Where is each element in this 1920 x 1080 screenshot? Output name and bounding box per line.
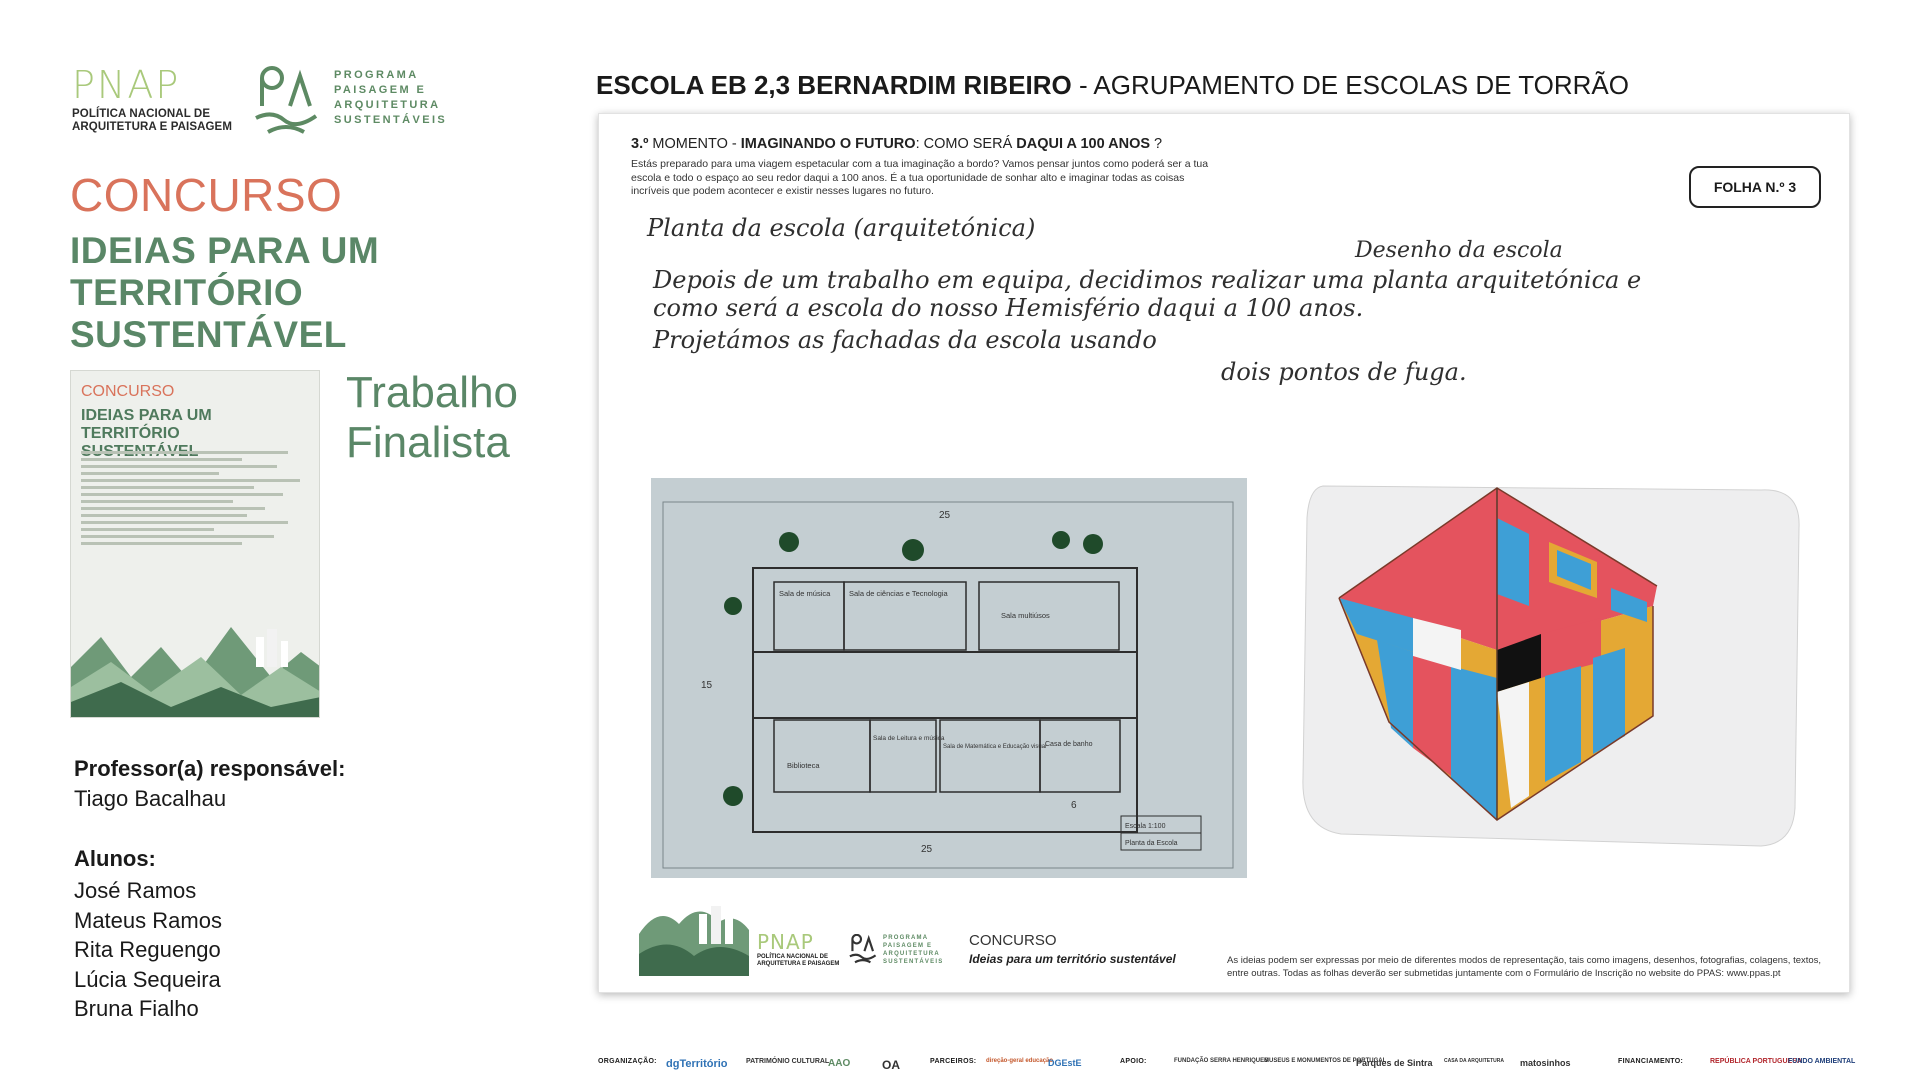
sheet-number-badge: FOLHA N.º 3 xyxy=(1689,166,1821,208)
students-list xyxy=(74,876,222,1024)
footer-ppas-line: ARQUITETURA xyxy=(883,951,940,957)
ordem-arquitetos-logo: OA xyxy=(882,1058,900,1072)
ppas-line: SUSTENTÁVEIS xyxy=(334,114,448,126)
finalist-line: Finalista xyxy=(346,418,510,467)
poster-text-block xyxy=(81,451,311,549)
plan-room-label: Sala de música xyxy=(779,589,831,598)
moment-number: 3.º xyxy=(631,136,649,152)
handwritten-text-line: como será a escola do nosso Hemisfério daqui a 100 anos. xyxy=(653,294,1364,322)
funding-label: FINANCIAMENTO: xyxy=(1618,1058,1684,1065)
footer-pnap-sub-line: POLÍTICA NACIONAL DE xyxy=(757,954,829,960)
contest-label: CONCURSO xyxy=(70,169,343,221)
poster-landscape-illustration xyxy=(71,607,320,717)
pnap-logo-mark: PNAP xyxy=(72,63,181,107)
moment-question-end: ? xyxy=(1150,136,1163,152)
school-heading xyxy=(596,70,1629,101)
worksheet-footer xyxy=(639,894,1822,980)
ppas-logo xyxy=(254,60,464,140)
handwritten-text-line: dois pontos de fuga. xyxy=(1221,358,1467,386)
handwritten-text-line: Projetámos as fachadas da escola usando xyxy=(653,326,1157,354)
parques-sintra-logo: Parques de Sintra xyxy=(1356,1058,1433,1068)
contest-title-line: IDEIAS PARA UM xyxy=(70,230,380,271)
finalist-label xyxy=(346,368,518,468)
casa-arquitetura-logo: CASA DA ARQUITETURA xyxy=(1444,1058,1504,1064)
footer-ppas-line: SUSTENTÁVEIS xyxy=(883,959,944,965)
footer-ppas-line: PAISAGEM E xyxy=(883,943,933,949)
plan-room-label: Sala de ciências e Tecnologia xyxy=(849,589,948,598)
facade-perspective-drawing xyxy=(1301,478,1801,890)
floor-plan-drawing xyxy=(651,478,1247,878)
student-name: Bruna Fialho xyxy=(74,996,199,1021)
school-group: - AGRUPAMENTO DE ESCOLAS DE TORRÃO xyxy=(1071,70,1629,100)
plan-room-label: Biblioteca xyxy=(787,761,820,770)
republica-portuguesa-logo: REPÚBLICA PORTUGUESA xyxy=(1710,1058,1802,1065)
plan-scale-label: Escala 1:100 xyxy=(1125,823,1166,830)
organization-label: ORGANIZAÇÃO: xyxy=(598,1058,657,1065)
student-name: Mateus Ramos xyxy=(74,907,222,933)
footer-ppas-logo xyxy=(849,934,944,970)
plan-room-label: Casa de banho xyxy=(1045,741,1093,748)
sponsor-logo-strip xyxy=(596,1050,1856,1080)
moment-question-emphasis: DAQUI A 100 ANOS xyxy=(1016,136,1151,152)
moment-description: Estás preparado para uma viagem espetacular com a tua imaginação a bordo? Vamos pensar juntos como poderá ser a tua escola e todo o espaço ao seu redor daqui a 100 anos. É a tua oportunidade de sonhar alto e imaginar todas as coisas incríveis que podem acontecer e existir nesses lugares no futuro. xyxy=(631,158,1209,197)
plan-room-label: Sala multiúsos xyxy=(1001,611,1050,620)
handwritten-text-line: Depois de um trabalho em equipa, decidimos realizar uma planta arquitetónica e xyxy=(653,266,1642,294)
moment-title: IMAGINANDO O FUTURO xyxy=(740,136,916,152)
fundo-ambiental-logo: FUNDO AMBIENTAL xyxy=(1788,1058,1856,1065)
footer-pnap-subtitle xyxy=(757,954,839,968)
pnap-sub-line: POLÍTICA NACIONAL DE xyxy=(72,108,211,120)
footer-landscape-illustration xyxy=(639,894,749,976)
pnap-sub-line: ARQUITETURA E PAISAGEM xyxy=(72,121,233,133)
patrimonio-cultural-logo: PATRIMÓNIO CULTURAL xyxy=(746,1058,830,1065)
pnap-logo-subtitle xyxy=(72,108,232,134)
footer-pnap-mark: PNAP xyxy=(757,930,814,954)
finalist-line: Trabalho xyxy=(346,368,519,417)
footer-note: As ideias podem ser expressas por meio de diferentes modos de representação, tais como imagens, desenhos, fotografias, colagens, textos, entre outras. Todas as folhas deverão ser submetidas juntamente com o Formulário de Inscrição no website do PPAS: www.ppas.pt xyxy=(1227,955,1822,979)
ppas-mark-icon xyxy=(254,66,324,136)
moment-question: : COMO SERÁ xyxy=(915,136,1017,152)
ppas-line: ARQUITETURA xyxy=(334,99,441,111)
professor-name: Tiago Bacalhau xyxy=(74,786,227,811)
student-name: José Ramos xyxy=(74,878,197,903)
plan-room-label: Sala de Leitura e música xyxy=(873,735,945,742)
moment-label: MOMENTO - xyxy=(648,136,741,152)
museus-monumentos-logo: MUSEUS E MONUMENTOS DE PORTUGAL xyxy=(1264,1058,1387,1064)
handwritten-drawing-caption: Desenho da escola xyxy=(1355,238,1563,263)
aao-logo: AAO xyxy=(828,1058,851,1069)
header-logos xyxy=(72,60,472,140)
plan-dim-top: 25 xyxy=(939,510,951,521)
dge-logo: direção-geral educação xyxy=(986,1058,1054,1064)
plan-dim-left: 15 xyxy=(701,680,713,691)
plan-title-label: Planta da Escola xyxy=(1125,840,1178,847)
ppas-line: PAISAGEM E xyxy=(334,84,427,96)
footer-contest-label: CONCURSO xyxy=(969,932,1057,949)
dgeste-logo: DGEstE xyxy=(1048,1058,1082,1068)
support-label: APOIO: xyxy=(1120,1058,1147,1065)
professor-label: Professor(a) responsável: xyxy=(74,756,346,781)
contest-title-line: TERRITÓRIO xyxy=(70,272,304,313)
students-label: Alunos: xyxy=(74,846,156,871)
poster-title: IDEIAS PARA UM TERRITÓRIO xyxy=(81,407,212,442)
ppas-line: PROGRAMA xyxy=(334,69,419,81)
contest-title-line: SUSTENTÁVEL xyxy=(70,314,347,355)
footer-ppas-line: PROGRAMA xyxy=(883,935,929,941)
handwritten-plan-caption: Planta da escola (arquitetónica) xyxy=(647,214,1036,242)
dgterritorio-logo: dgTerritório xyxy=(666,1058,728,1070)
contest-poster-thumbnail xyxy=(70,370,320,718)
pnap-logo xyxy=(72,63,233,134)
plan-dim-bottom: 6 xyxy=(1071,800,1077,811)
matosinhos-logo: matosinhos xyxy=(1520,1058,1571,1068)
student-name: Rita Reguengo xyxy=(74,937,221,962)
footer-pnap-logo xyxy=(757,932,839,968)
fundacao-serra-henriques-logo: FUNDAÇÃO SERRA HENRIQUES xyxy=(1174,1058,1269,1064)
footer-contest-title: Ideias para um território sustentável xyxy=(969,952,1176,966)
contest-title xyxy=(70,230,400,356)
moment-heading xyxy=(631,136,1162,152)
worksheet xyxy=(598,113,1850,993)
student-name: Lúcia Sequeira xyxy=(74,966,221,992)
footer-ppas-text xyxy=(883,934,943,966)
school-name: ESCOLA EB 2,3 BERNARDIM RIBEIRO xyxy=(596,70,1072,100)
poster-label: CONCURSO xyxy=(81,383,175,400)
plan-dim-bottom: 25 xyxy=(921,844,933,855)
footer-ppas-mark-icon xyxy=(849,934,879,964)
partners-label: PARCEIROS: xyxy=(930,1058,977,1065)
footer-pnap-sub-line: ARQUITETURA E PAISAGEM xyxy=(757,961,840,967)
ppas-logo-text xyxy=(334,68,447,128)
plan-room-label: Sala de Matemática e Educação visual xyxy=(943,744,1047,750)
